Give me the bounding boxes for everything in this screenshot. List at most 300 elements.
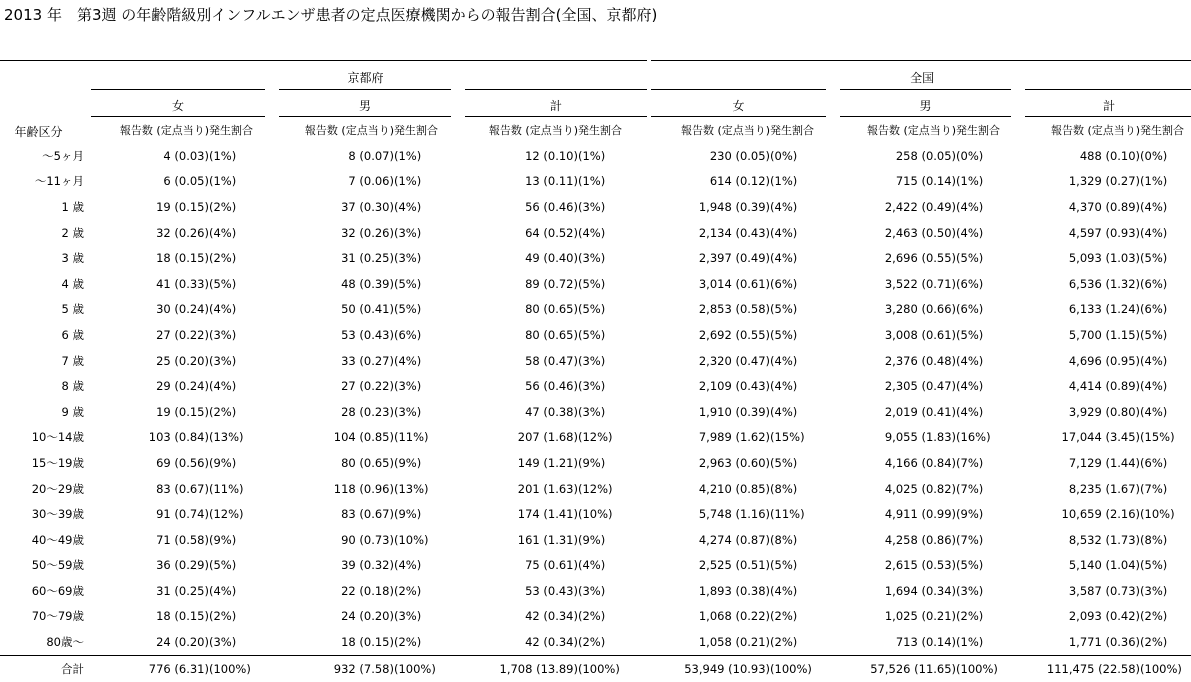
age-label: 9 歳 (61, 404, 84, 419)
report-count: 149 (517, 455, 540, 470)
per-point-value: (0.52) (543, 225, 578, 240)
report-count: 6 (163, 174, 171, 189)
rate-cell: (6%) (1140, 455, 1168, 470)
age-label: 2 歳 (61, 225, 84, 240)
table-body (0, 61, 1191, 682)
report-count: 80 (525, 327, 540, 342)
report-cell (272, 629, 394, 655)
rate-cell: (4%) (1140, 225, 1168, 240)
age-label: ～11ヶ月 (34, 174, 84, 189)
per-point-value: (0.20) (359, 609, 394, 624)
report-count: 69 (156, 455, 171, 470)
rate-cell: (6%) (394, 327, 422, 342)
table-row (0, 348, 1191, 374)
per-point-value: (0.34) (921, 583, 957, 598)
report-cell (649, 271, 770, 297)
per-point-value: (0.46) (543, 379, 578, 394)
report-cell (458, 655, 578, 682)
per-point-value: (0.67) (174, 481, 209, 496)
rate-cell: (2%) (1140, 609, 1168, 624)
rate-header: 発生割合 (1140, 124, 1185, 137)
per-point-value: (1.44) (1105, 455, 1141, 470)
report-count: 48 (341, 276, 356, 291)
report-cell (458, 194, 578, 220)
influenza-report-table (0, 60, 1191, 682)
per-point-value: (0.53) (921, 558, 957, 573)
per-point-value: (0.84) (921, 455, 957, 470)
rate-cell: (3%) (394, 404, 422, 419)
report-cell (833, 527, 956, 553)
report-cell (272, 245, 394, 271)
report-cell (458, 501, 578, 527)
report-count: 3,280 (884, 302, 918, 317)
per-point-value: (0.15) (174, 199, 209, 214)
report-cell (649, 553, 770, 579)
age-label: 60～69歳 (31, 583, 84, 598)
report-cell (272, 553, 394, 579)
report-cell (833, 245, 956, 271)
report-cell (458, 220, 578, 246)
report-cell (272, 604, 394, 630)
rate-cell: (5%) (956, 327, 984, 342)
per-point-value: (0.56) (174, 455, 209, 470)
rate-cell: (6%) (956, 276, 984, 291)
rate-cell: (12%) (578, 430, 613, 445)
rate-cell: (2%) (770, 609, 798, 624)
age-label: 10～14歳 (31, 430, 84, 445)
report-count: 53,949 (684, 661, 725, 676)
per-point-value: (0.22) (174, 327, 209, 342)
per-point-value: (1.24) (1105, 302, 1141, 317)
report-cell (649, 169, 770, 195)
report-count-header (272, 117, 394, 144)
report-cell (84, 220, 209, 246)
per-point-value: (0.06) (359, 174, 394, 189)
report-count: 36 (156, 558, 171, 573)
age-label: 3 歳 (61, 251, 84, 266)
per-point-value: (0.95) (1105, 353, 1141, 368)
per-point-value: (0.20) (174, 635, 209, 650)
per-point-value: (0.07) (359, 148, 394, 163)
report-cell (84, 271, 209, 297)
report-cell (833, 348, 956, 374)
report-count: 7,129 (1068, 455, 1102, 470)
table-row (0, 194, 1191, 220)
per-point-value: (0.65) (543, 327, 578, 342)
rate-cell: (3%) (578, 404, 606, 419)
report-count: 1,058 (698, 635, 732, 650)
rate-cell: (3%) (956, 583, 984, 598)
report-cell (1018, 194, 1140, 220)
report-count: 713 (895, 635, 918, 650)
report-cell (833, 553, 956, 579)
report-cell (84, 322, 209, 348)
report-cell (1018, 322, 1140, 348)
table-row (0, 629, 1191, 655)
rate-cell: (4%) (209, 225, 237, 240)
per-point-value: (0.40) (543, 251, 578, 266)
report-cell (458, 143, 578, 169)
report-cell (272, 476, 394, 502)
report-count: 3,587 (1068, 583, 1102, 598)
report-cell (272, 143, 394, 169)
report-cell (458, 297, 578, 323)
rate-cell: (1%) (1140, 174, 1168, 189)
rate-cell: (4%) (956, 353, 984, 368)
report-cell (458, 578, 578, 604)
per-point-value: (0.47) (543, 353, 578, 368)
rate-cell: (3%) (578, 379, 606, 394)
report-cell (833, 271, 956, 297)
rate-cell: (4%) (1140, 404, 1168, 419)
rate-cell: (11%) (209, 481, 244, 496)
report-cell (1018, 297, 1140, 323)
report-count: 2,397 (698, 251, 732, 266)
report-cell (1018, 220, 1140, 246)
report-count-header (833, 117, 956, 144)
report-count: 3,522 (884, 276, 918, 291)
report-cell (1018, 476, 1140, 502)
per-point-value: (0.43) (735, 225, 771, 240)
header-row-region (0, 61, 1191, 90)
report-cell (649, 143, 770, 169)
rate-cell: (9%) (394, 507, 422, 522)
per-point-value: (0.41) (359, 302, 394, 317)
report-count: 80 (525, 302, 540, 317)
report-count: 80 (341, 455, 356, 470)
rate-cell: (8%) (1140, 532, 1168, 547)
age-label: 4 歳 (61, 276, 84, 291)
report-count: 24 (341, 609, 356, 624)
table-row (0, 143, 1191, 169)
report-cell (458, 373, 578, 399)
report-cell (1018, 629, 1140, 655)
rate-cell: (4%) (770, 404, 798, 419)
per-point-value: (0.96) (359, 481, 394, 496)
report-cell (649, 220, 770, 246)
per-point-value: (0.21) (921, 609, 957, 624)
report-count: 27 (341, 379, 356, 394)
table-row (0, 501, 1191, 527)
report-count-header (1018, 117, 1140, 144)
per-point-value: (13.89) (536, 661, 578, 676)
rate-cell: (4%) (578, 225, 606, 240)
rate-cell: (1%) (394, 148, 422, 163)
report-cell (458, 245, 578, 271)
per-point-value: (0.33) (174, 276, 209, 291)
rate-cell: (5%) (394, 302, 422, 317)
rate-cell: (3%) (209, 327, 237, 342)
report-cell (458, 604, 578, 630)
report-count: 2,615 (884, 558, 918, 573)
sex-header: 男 (833, 90, 1018, 117)
rate-cell: (9%) (209, 455, 237, 470)
report-cell (1018, 553, 1140, 579)
report-count: 58 (525, 353, 540, 368)
age-label: 15～19歳 (31, 455, 84, 470)
report-cell (649, 245, 770, 271)
report-cell (833, 501, 956, 527)
rate-cell: (2%) (578, 635, 606, 650)
report-cell (458, 450, 578, 476)
report-count: 31 (341, 251, 356, 266)
report-cell (84, 245, 209, 271)
report-count: 18 (156, 609, 171, 624)
table-row (0, 245, 1191, 271)
report-count: 2,692 (698, 327, 732, 342)
rate-cell: (100%) (770, 655, 833, 682)
per-point-value: (0.55) (735, 327, 771, 342)
per-point-value: (0.51) (735, 558, 771, 573)
rate-cell: (1%) (578, 148, 606, 163)
rate-cell: (9%) (394, 455, 422, 470)
report-count: 1,910 (698, 404, 732, 419)
rate-cell: (4%) (1140, 199, 1168, 214)
report-count: 5,700 (1068, 327, 1102, 342)
per-point-value: (0.34) (543, 635, 578, 650)
rate-cell: (8%) (770, 481, 798, 496)
sex-header: 計 (458, 90, 649, 117)
rate-cell: (4%) (209, 379, 237, 394)
rate-cell: (5%) (209, 276, 237, 291)
report-count: 111,475 (1046, 661, 1095, 676)
report-count: 4,597 (1068, 225, 1102, 240)
rate-cell: (2%) (209, 609, 237, 624)
age-label: 20～29歳 (31, 481, 84, 496)
report-cell (649, 322, 770, 348)
report-cell (649, 527, 770, 553)
report-cell (833, 220, 956, 246)
rate-cell: (4%) (770, 251, 798, 266)
report-count: 49 (525, 251, 540, 266)
report-count: 25 (156, 353, 171, 368)
report-cell (272, 220, 394, 246)
per-point-value: (0.50) (921, 225, 957, 240)
per-point-value: (0.58) (174, 532, 209, 547)
report-cell (84, 169, 209, 195)
report-count: 27 (156, 327, 171, 342)
rate-cell: (15%) (770, 430, 805, 445)
report-count: 4,911 (884, 507, 918, 522)
report-count: 3,014 (698, 276, 732, 291)
rate-cell: (1%) (956, 635, 984, 650)
report-cell (272, 194, 394, 220)
per-point-value: (0.87) (735, 532, 771, 547)
report-count: 90 (341, 532, 356, 547)
rate-header: 発生割合 (209, 124, 253, 137)
per-point-value: (7.58) (359, 661, 394, 676)
report-cell (458, 322, 578, 348)
report-cell (84, 501, 209, 527)
rate-cell: (13%) (394, 481, 429, 496)
age-label: 1 歳 (61, 199, 84, 214)
report-cell (833, 578, 956, 604)
report-count: 91 (156, 507, 171, 522)
per-point-value: (0.36) (1105, 635, 1141, 650)
per-point-value: (0.05) (174, 174, 209, 189)
rate-cell: (4%) (956, 199, 984, 214)
report-count: 201 (517, 481, 540, 496)
rate-cell: (0%) (1140, 148, 1168, 163)
table-row (0, 527, 1191, 553)
report-cell (1018, 399, 1140, 425)
header-row-sex (0, 90, 1191, 117)
report-count: 932 (333, 661, 356, 676)
rate-cell: (4%) (956, 379, 984, 394)
report-label: 報告数 (680, 124, 714, 137)
rate-cell: (4%) (770, 225, 798, 240)
table-row (0, 399, 1191, 425)
report-cell (458, 399, 578, 425)
rate-cell: (0%) (770, 148, 798, 163)
report-count: 39 (341, 558, 356, 573)
per-point-value: (0.43) (735, 379, 771, 394)
per-point-value: (0.80) (1105, 404, 1141, 419)
rate-cell: (7%) (956, 532, 984, 547)
report-count: 19 (156, 199, 171, 214)
rate-cell: (100%) (209, 655, 272, 682)
rate-cell: (4%) (578, 558, 606, 573)
rate-cell: (5%) (770, 455, 798, 470)
report-count: 89 (525, 276, 540, 291)
report-cell (458, 425, 578, 451)
report-cell (84, 629, 209, 655)
rate-cell: (9%) (209, 532, 237, 547)
report-cell (458, 271, 578, 297)
per-point-value: (0.15) (174, 609, 209, 624)
report-cell (272, 169, 394, 195)
per-point-value: (0.85) (359, 430, 394, 445)
per-point-value: (0.26) (174, 225, 209, 240)
report-cell (833, 322, 956, 348)
age-group-header: 年齢区分 (0, 61, 84, 144)
total-row (0, 655, 1191, 682)
table-row (0, 553, 1191, 579)
report-count: 2,320 (698, 353, 732, 368)
per-point-value: (0.21) (735, 635, 771, 650)
rate-cell: (4%) (1140, 379, 1168, 394)
per-point-value: (0.41) (921, 404, 957, 419)
report-count: 33 (341, 353, 356, 368)
per-point-value: (0.10) (1105, 148, 1141, 163)
report-cell (272, 297, 394, 323)
rate-cell: (6%) (956, 302, 984, 317)
report-count: 161 (517, 532, 540, 547)
rate-cell: (6%) (770, 276, 798, 291)
report-count: 83 (341, 507, 356, 522)
per-point-value: (1.73) (1105, 532, 1141, 547)
rate-cell: (1%) (209, 174, 237, 189)
rate-cell: (4%) (1140, 353, 1168, 368)
per-point-value: (0.30) (359, 199, 394, 214)
per-point-value: (0.74) (174, 507, 209, 522)
report-count: 2,109 (698, 379, 732, 394)
rate-cell: (3%) (209, 353, 237, 368)
per-point-value: (0.43) (543, 583, 578, 598)
report-count: 2,853 (698, 302, 732, 317)
rate-cell: (3%) (1140, 583, 1168, 598)
rate-cell: (2%) (956, 609, 984, 624)
rate-cell: (5%) (956, 251, 984, 266)
per-point-value: (0.66) (921, 302, 957, 317)
report-count: 174 (517, 507, 540, 522)
report-cell (1018, 245, 1140, 271)
per-point-value: (0.18) (359, 583, 394, 598)
report-cell (833, 476, 956, 502)
report-count-header (649, 117, 770, 144)
rate-cell: (3%) (578, 353, 606, 368)
rate-cell: (6%) (1140, 302, 1168, 317)
report-cell (272, 527, 394, 553)
report-cell (1018, 655, 1140, 682)
report-cell (1018, 348, 1140, 374)
per-point-value: (1.04) (1105, 558, 1141, 573)
per-point-value: (1.83) (921, 430, 957, 445)
table-row (0, 322, 1191, 348)
report-cell (84, 450, 209, 476)
rate-header: 発生割合 (578, 124, 622, 137)
report-count: 1,948 (698, 199, 732, 214)
report-count: 22 (341, 583, 356, 598)
per-point-value: (0.32) (359, 558, 394, 573)
report-count: 53 (525, 583, 540, 598)
rate-cell: (6%) (1140, 276, 1168, 291)
per-point-value: (0.03) (174, 148, 209, 163)
per-point-value: (1.31) (543, 532, 578, 547)
report-cell (272, 348, 394, 374)
report-count: 2,525 (698, 558, 732, 573)
report-cell (1018, 271, 1140, 297)
report-cell (84, 425, 209, 451)
rate-cell: (3%) (209, 635, 237, 650)
table-row (0, 271, 1191, 297)
rate-cell: (3%) (394, 251, 422, 266)
report-count: 488 (1079, 148, 1102, 163)
rate-cell: (2%) (209, 404, 237, 419)
report-count: 32 (341, 225, 356, 240)
per-point-value: (0.89) (1105, 199, 1141, 214)
rate-cell: (5%) (770, 302, 798, 317)
report-cell (84, 553, 209, 579)
rate-cell: (2%) (209, 251, 237, 266)
per-point-value: (0.84) (174, 430, 209, 445)
rate-cell: (3%) (394, 379, 422, 394)
report-count: 8 (348, 148, 356, 163)
report-cell (272, 425, 394, 451)
per-point-value: (0.15) (174, 404, 209, 419)
report-count: 2,305 (884, 379, 918, 394)
page-title: 2013 年 第3週 の年齢階級別インフルエンザ患者の定点医療機関からの報告割合(全国、京都府) (4, 6, 658, 24)
rate-cell: (9%) (956, 507, 984, 522)
per-point-value: (0.99) (921, 507, 957, 522)
per-point-value: (1.67) (1105, 481, 1141, 496)
per-point-value: (0.55) (921, 251, 957, 266)
report-label: 報告数 (488, 124, 522, 137)
report-count: 258 (895, 148, 918, 163)
report-count: 4,696 (1068, 353, 1102, 368)
age-label: 8 歳 (61, 379, 84, 394)
rate-cell: (5%) (1140, 558, 1168, 573)
report-cell (84, 527, 209, 553)
report-cell (649, 348, 770, 374)
per-point-value: (0.60) (735, 455, 771, 470)
rate-cell: (5%) (394, 276, 422, 291)
report-cell (272, 322, 394, 348)
rate-cell: (4%) (209, 302, 237, 317)
per-point-value: (0.12) (735, 174, 771, 189)
region-header-national: 全国 (649, 61, 1191, 90)
report-cell (458, 348, 578, 374)
